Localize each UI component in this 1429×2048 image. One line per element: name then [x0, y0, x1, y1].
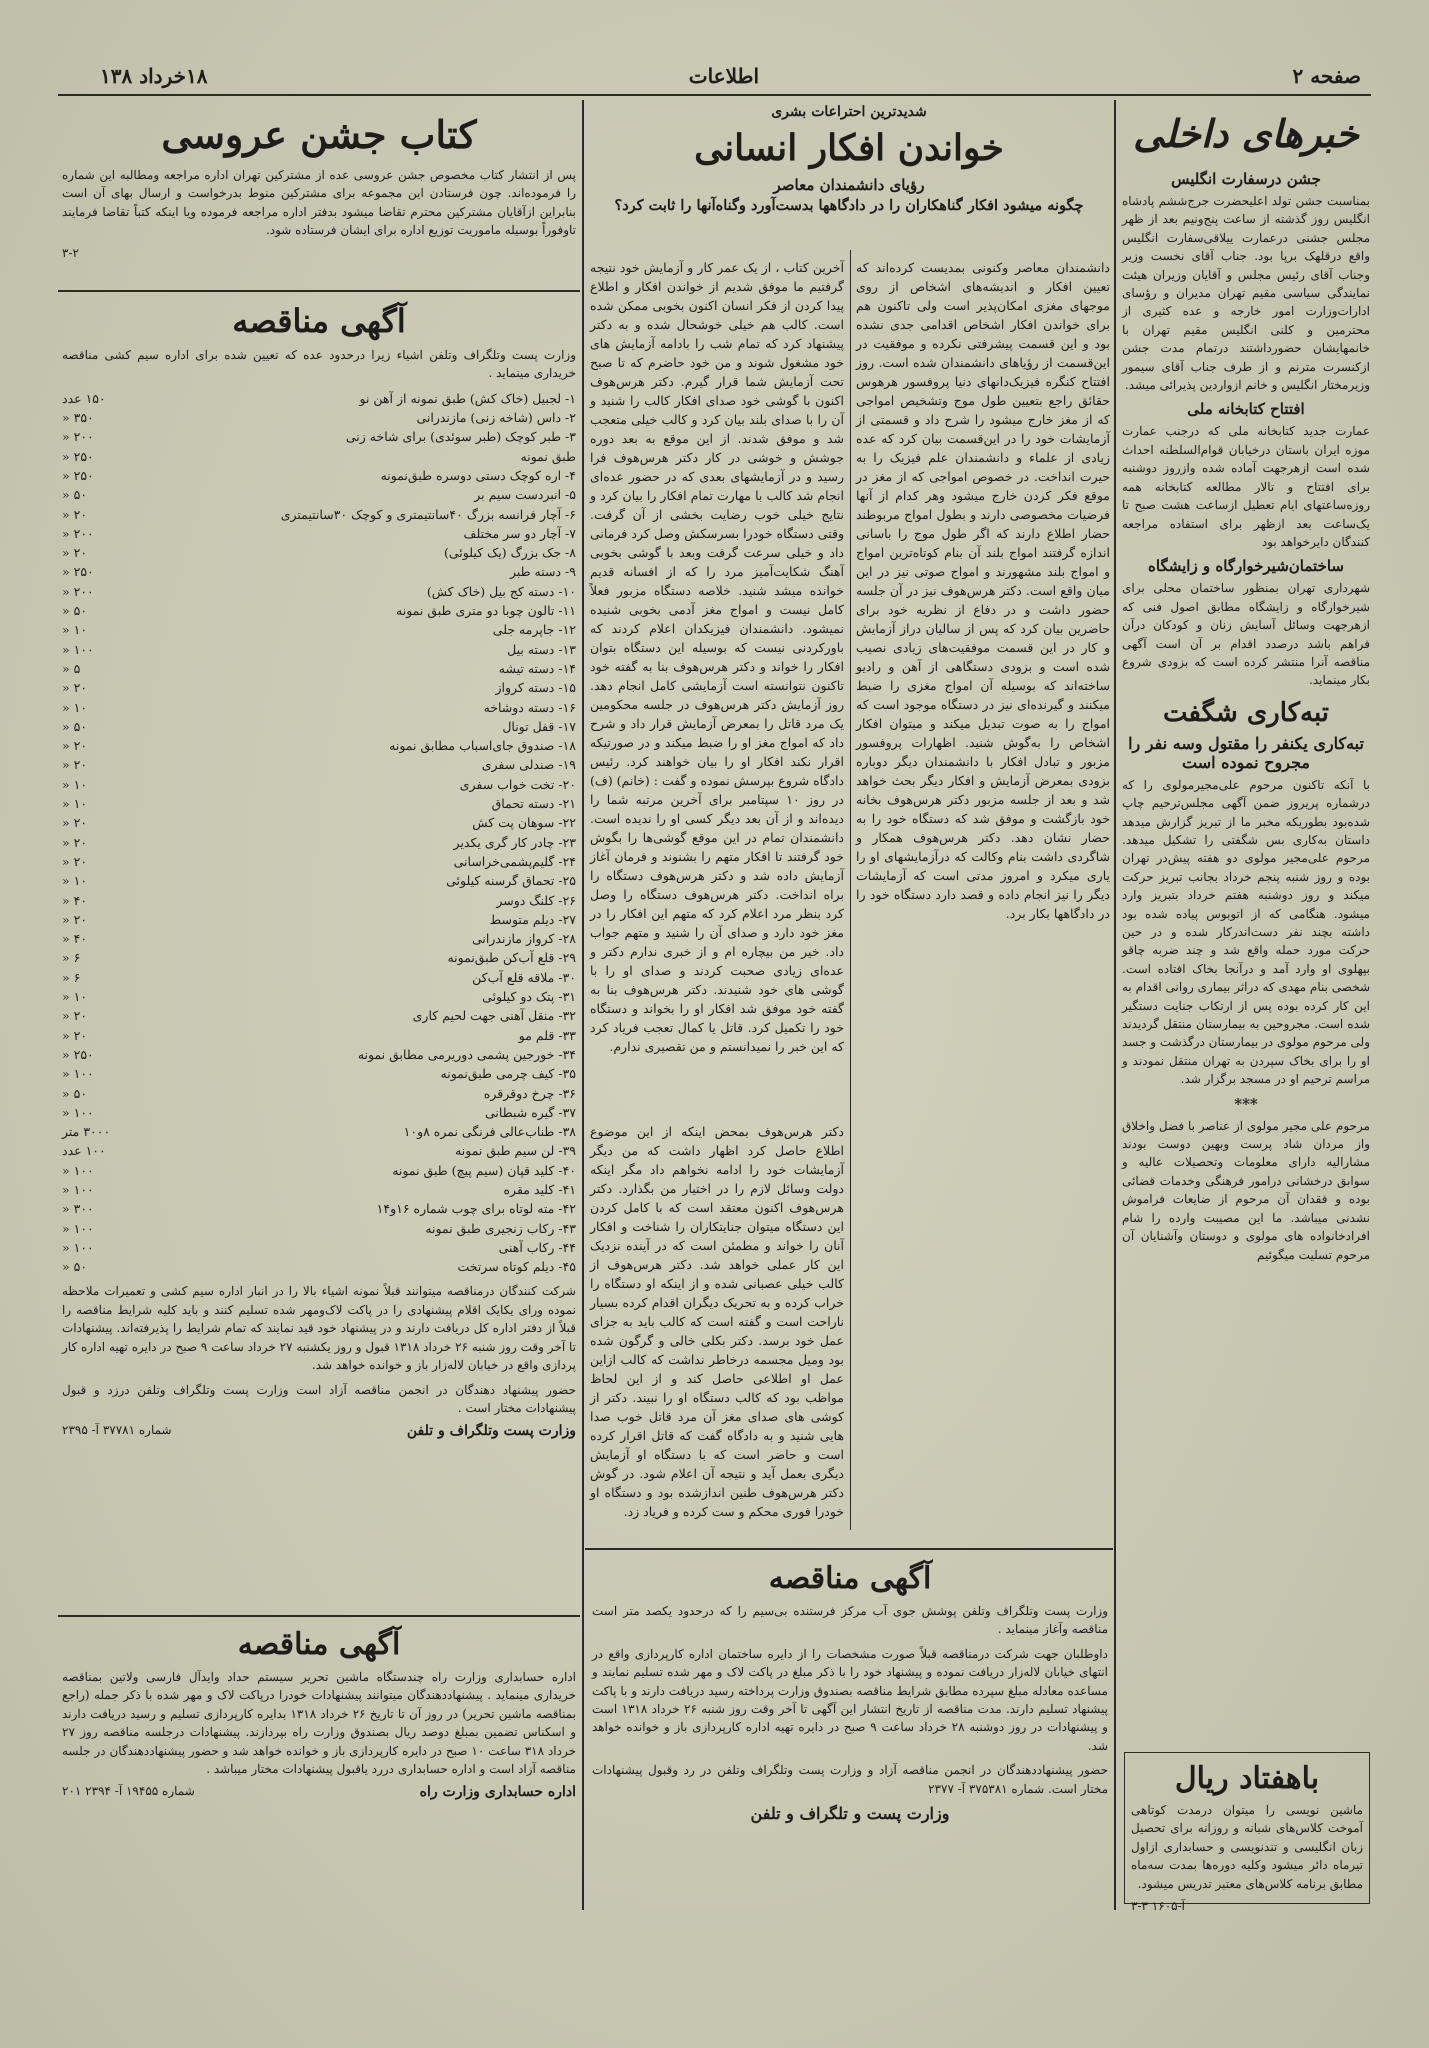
- tender-item-name: ۱۴- دسته تیشه: [498, 660, 576, 676]
- tender-title: آگهی مناقصه: [232, 302, 406, 340]
- article-column-2: [590, 258, 844, 1118]
- article-column-3: [590, 1122, 844, 1538]
- article-text: آخرین کتاب ، از یک عمر کار و آزمایش خود نتیجه گرفتیم ما موفق شدیم از خواندن افکار و اطلاع پیدا کردن از فکر انسان اکنون بخوبی ممکن شده است. کالب هم خیلی خوشحال شده و به دکتر پیشنهاد کرد که تمام شب را بادامه آزمایش های خود مشغول شوند و من خود حاضرم که تا صبح تحت آزمایش شما قرار گیرم. دکتر هرس‌هوف اکنون با گوشی خود صدای افکار کالب را شنید و آن را با صدای بلند بیان کرد و کالب خیلی متعجب شد و موفق شدند. از این موقع به بعد دوره جوشش و خوشی در کار دکتر هرس‌هوف فرا رسید و در آزمایشهای بعدی که در حضور عده‌ای انجام شد کالب با مهارت تمام افکار را بیان کرد و نتایج خیلی خوب رضایت بخشی از آن گرفت. وقتی دستگاه خودرا بسرسکش وصل کرد فرمانی داد و خیلی سرعت گرفت وبعد با گوشی بخوبی آهنگ شکایت‌آمیز مرد را که از افسانه قدیم خوانده میشد شنید. خلاصه دستگاه مزبور فعلاً کامل نیست و امواج مغز آدمی بخوبی شنیده نمیشود. دانشمندان فیزیکدان اعلام کردند که باورکردنی نیست که بوسیله این دستگاه بتوان افکار را خواند و دکتر هرس‌هوف بنا به گفته خود تاکنون نتوانسته است آزمایشی کامل انجام دهد. روز آزمایش دکتر هرس‌هوف در جلسه محکومین یک مرد قاتل را بمعرض آزمایش قرار داد و شرح داد که امواج مغز او را ضبط میکند و در صورتیکه اقرار نکند افکار او را بیان خواهند کرد. رئیس دادگاه شروع بپرسش نموده و گفت : (خانم) (ف) در روز ۱۰ سپتامبر برای آخرین مرتبه شما را دیده‌اند و از آن بعد دیگر کسی او را ندیده است. دانشمندان تمام در این موقع گوشی‌ها را بگوش خود گرفتند تا افکار متهم را بشنوند و فرمان آغاز آزمایش داده شد و دکتر هرس‌هوف دستگاه را براه انداخت. دکتر هرس‌هوف دستگاه را وصل کرد بنظر مرد اعلام کرد که متهم این افکار را در مغز خود دارد و صدای آن را شنید و متهم جواب داد. خیر من بیچاره ام و از خبری ندارم دکتر و عده‌ای زیادی صحبت کردند و صدای او را با گوشی های خود شنیدند. دکتر هرس‌هوف بنا به گفته خود موفق شد افکار او را بخواند و دستگاه خود را تکمیل کرد. قاتل یا کمال تعجب فریاد کرد که این خبر را نمیدانستم و من تقصیری ندارم.: [590, 260, 844, 1054]
- tender-item: [62, 948, 576, 967]
- tender-item: [62, 1180, 576, 1199]
- news-heading: ساختمان‌شیرخوارگاه و زایشگاه: [1148, 557, 1344, 576]
- tender-item: [62, 620, 576, 639]
- news-section-title: خبرهای داخلی: [1133, 111, 1359, 156]
- tender-item: [62, 929, 576, 948]
- tender-item-name: ۱۱- تالون چوبا دو متری طبق نمونه: [396, 603, 576, 619]
- tender-item-name: ۱۰- دسته کج بیل (خاک کش): [426, 583, 576, 599]
- tender-item-quantity: ۳۰۰ «: [62, 1201, 94, 1217]
- ad-text: ماشین نویسی را میتوان درمدت کوتاهی آموخت کلاس‌های شبانه و روزانه برای تحصیل زبان انگلیسی و تندنویسی و حسابداری ازاول تیرماه دائر میشود وکلیه دوره‌ها بمدت سه‌ماه مطابق برنامه کلاس‌های معتبر تدریس میشود.: [1131, 1803, 1363, 1891]
- article-column-1: [856, 258, 1110, 1538]
- tender-item: [62, 1122, 576, 1141]
- tender-item: [62, 1045, 576, 1064]
- tender-item-quantity: ۵ «: [62, 660, 81, 676]
- tender-item-name: ۵- انبردست سیم بر: [474, 487, 576, 503]
- news-paragraph: مرحوم علی مجیر مولوی از عناصر با فضل واخلاق واز مردان شاد پرست وبهین دوست بودند مشارالیه دارای معلومات وتحصیلات عالیه و سوابق درخشانی درامور فرهنگی وخدمات قضائی بوده و فقدان آن مرحوم از ضایعات فراموش نشدنی میباشد. ما این مصیبت وارده را شام افرادخانواده های مولوی و دوستان وآشنایان آن مرحوم تسلیت میگوئیم: [1122, 1118, 1370, 1262]
- tender-item-name: ۴۳- رکاب زنجیری طبق نمونه: [425, 1220, 576, 1236]
- tender-item: [62, 408, 576, 427]
- tender-item-name: ۱۷- قفل تونال: [502, 718, 576, 734]
- tender-text: شرکت کنندگان درمناقصه میتوانند قبلاً نمونه اشیاء بالا را در انبار اداره سیم کشی و تعمیرات ملاحظه نموده ورای یکایک اقلام پیشنهادی را در پاکت لاک‌ومهر شده تسلیم کنند و باید کلیه شرایط مناقصه را قبلاً از دفتر اداره کل دریافت دارند و در پیشنهاد خود قید نمایند که تمام شرایط را پذیرفته‌اند. پیشنهادات تا آخر وقت روز شنبه ۲۶ خرداد ۱۳۱۸ قبول و روز یکشنبه ۲۷ خرداد ساعت ۹ صبح در دایره تهیه اداره کار پردازی واقع در خیابان لاله‌زار باز و خوانده خواهد شد.: [62, 1284, 576, 1373]
- tender-item-name: ۱۹- صندلی سفری: [481, 757, 576, 773]
- tender-item-quantity: ۲۰۰ «: [62, 429, 94, 445]
- tender-item-name: ۳۹- لن سیم طبق نمونه: [455, 1143, 576, 1159]
- tender-item: [62, 1257, 576, 1276]
- tender-item: [62, 659, 576, 678]
- tender-item-quantity: ۱۰ «: [62, 796, 88, 812]
- tender-item-name: ۲۷- دیلم متوسط: [489, 911, 576, 927]
- tender-item-quantity: ۳۵۰ «: [62, 410, 94, 426]
- tender-item-name: ۲- داس (شاخه زنی) مازندرانی: [416, 410, 576, 426]
- news-section-title: تبه‌کاری شگفت: [1162, 697, 1330, 728]
- tender-item: [62, 717, 576, 736]
- tender-item: [62, 562, 576, 581]
- tender-item: [62, 1026, 576, 1045]
- tender-item-name: ۲۶- کلنگ دوسر: [496, 892, 576, 908]
- tender-item-name: ۲۹- قلع آب‌کن طبق‌نمونه: [447, 950, 576, 966]
- tender-item-name: ۳۰- ملاقه قلع آب‌کن: [472, 969, 576, 985]
- tender-item-quantity: ۲۰ «: [62, 1027, 88, 1043]
- news-paragraph: شهرداری تهران بمنظور ساختمان محلی برای شیرخوارگاه و زایشگاه مطابق اصول فنی که ازهرجهت وسائل آسایش زنان و کودکان درآن فراهم باشد درصدد اقدام بر آن است آگهی مناقصه آنرا منتشر کرده است که بزودی شروع بکار مینماید.: [1122, 581, 1370, 688]
- tender-item-quantity: ۳۰۰۰ متر: [62, 1124, 111, 1140]
- tender-text: داوطلبان جهت شرکت درمناقصه قبلاً صورت مشخصات را از دایره ساختمان اداره کارپردازی واقع در انتهای خیابان لاله‌زار دریافت نموده و پیشنهاد خود را با ذکر مبلغ در پاکت لاک و مهر شده تسلیم نمایند و مساعده معادله مبلغ سپرده مطابق شرایط مناقصه بصندوق وزارت پرداخته رسید دریافت دارند و با پاکت پیشنهاد تسلیم دارند. مدت مناقصه از تاریخ انتشار این آگهی تا آخر وقت روز شنبه ۲۶ خرداد ۱۳۱۸ است و پیشنهادات در روز دوشنبه ۲۸ خرداد ساعت ۹ صبح در دایره تهیه اداره کارپردازی باز و خوانده خواهد شد.: [592, 1646, 1108, 1753]
- article-kicker: شدیدترین احتراعات بشری: [771, 104, 927, 120]
- tender-item-name: ۱۵- دسته کرواز: [495, 680, 576, 696]
- tender-item: [62, 640, 576, 659]
- tender-intro: وزارت پست وتلگراف وتلفن اشیاء زیرا درحدود عده که تعیین شده برای اداره سیم کشی مناقصه خریداری مینماید .: [62, 348, 576, 381]
- article-title: خواندن افکار انسانی: [694, 127, 1004, 169]
- tender-item-name: ۱۸- صندوق جای‌اسباب مطابق نمونه: [389, 738, 576, 754]
- tender-item-name: ۳۲- منقل آهنی جهت لحیم کاری: [412, 1008, 576, 1024]
- tender-item: [62, 987, 576, 1006]
- tender-item-quantity: ۱۰۰ «: [62, 1239, 94, 1255]
- ad-code: آ-۱۶۰۵ ۳-۳: [1131, 1899, 1185, 1914]
- tender-item: [62, 447, 576, 466]
- tender-item-quantity: ۲۵۰ «: [62, 448, 94, 464]
- tender-item: [62, 543, 576, 562]
- page-header: [60, 64, 1369, 94]
- tender-item-quantity: ۱۰ «: [62, 622, 88, 638]
- tender-item-name: ۸- جک بزرگ (یک کیلوئی): [444, 545, 576, 561]
- news-heading: افتتاح کتابخانه ملی: [1187, 400, 1305, 419]
- tender-text: اداره حسابداری وزارت راه چندستگاه ماشین تحریر سیستم حداد وایدآل فارسی ولاتین بمناقصه خریداری مینماید . پیشنهاددهندگان میتوانند پیشنهادات خودرا درپاکت لاک و مهر شده با ذکر جمله (راجع بمناقصه ماشین تحریر) در روز آن تا تاریخ ۲۶ خرداد ۱۳۱۸ بدایره کارپردازی تسلیم و رسید دریافت دارند و اسکناس تضمین بمبلغ دوصد ریال بصندوق وزارت راه بپردازند. پیشنهادات درجلسه مناقصه روز ۲۷ خرداد ۳۱۸ ساعت ۱۰ صبح در دایره کارپردازی باز و خوانده خواهد شد و حضور پیشنهاددهندگان در جلسه مناقصه آزاد است و اداره حسابداری دررد یاقبول پیشنهادات مختار میباشد .: [62, 1670, 577, 1777]
- tender-item: [62, 466, 576, 485]
- tender-item: [62, 775, 576, 794]
- article-subtitle: رؤیای دانشمندان معاصر: [773, 176, 925, 194]
- tender-signature: وزارت پست و تلگراف و تلفن: [750, 1804, 950, 1824]
- tender-ad-radio: [592, 1556, 1108, 1916]
- tender-item-quantity: ۱۰ «: [62, 776, 88, 792]
- tender-item-list: [62, 389, 576, 1277]
- tender-item: [62, 755, 576, 774]
- tender-item: [62, 813, 576, 832]
- tender-item-quantity: ۲۰ «: [62, 738, 88, 754]
- tender-item-name: ۲۱- دسته تحماق: [491, 796, 576, 812]
- book-ad-text: پس از انتشار کتاب مخصوص جشن عروسی عده از مشترکین تهران اداره مراجعه ومطالبه این شماره را فرموده‌اند. چون فرستادن این مجموعه برای مشترکین منوط بدرخواست و ارسال بهای آن است بنابراین ازآقایان مشترکین محترم تقاضا میشود بدفتر اداره مراجعه فرموده ویا اینکه کتباً تقاضا فرمایند تاوفوراً بوسیله ماموریت توزیع اداره برای ایشان فرستاده شود.: [62, 168, 576, 238]
- tender-ad-equipment: [62, 296, 576, 1610]
- tender-item-quantity: ۱۰۰ «: [62, 1220, 94, 1236]
- tender-item-quantity: ۱۰۰ عدد: [62, 1143, 106, 1159]
- tender-item-quantity: ۲۰ «: [62, 680, 88, 696]
- tender-item-quantity: ۵۰ «: [62, 718, 88, 734]
- tender-item: [62, 852, 576, 871]
- tender-item-name: ۳۱- پتک دو کیلوئی: [482, 989, 576, 1005]
- tender-item-quantity: ۴۰ «: [62, 931, 88, 947]
- tender-item-quantity: ۲۰۰ «: [62, 583, 94, 599]
- tender-item-name: ۳۴- خورجین پشمی دوریرمی مطابق نمونه: [357, 1046, 576, 1062]
- tender-item: [62, 910, 576, 929]
- tender-item: [62, 1006, 576, 1025]
- tender-item-name: ۴۰- کلید قپان (سیم پیچ) طبق نمونه: [392, 1162, 576, 1178]
- tender-signature: وزارت پست وتلگراف و تلفن: [406, 1423, 576, 1440]
- tender-title: آگهی مناقصه: [237, 1627, 401, 1662]
- tender-item-quantity: ۱۰ «: [62, 873, 88, 889]
- tender-item: [62, 968, 576, 987]
- tender-item-name: ۴- اره کوچک دستی دوسره طبق‌نمونه: [380, 468, 576, 483]
- article-text: دانشمندان معاصر وکنونی بمدیست کرده‌اند که تعیین افکار و اندیشه‌های اشخاص از روی موجهای مغزی امکان‌پذیر است ولی تاکنون هم برای خواندن افکار اشخاص اقدامی جدی نشده بود و این قسمت پیشرفتی نکرده و موفقیت در این‌قسمت از رؤیاهای دانشمندان شده است. روز افتتاح کنگره فیزیک‌دانهای دنیا پروفسور هرهوس حقائق راجع بتعیین طول موج وتشخیص امواجی که از مغز خارج میشود را شرح داد و قسمتی از آزمایشات خود را در این‌قسمت بیان کرد که عده زیادی از علماء و دانشمندان علم فیزیک را به حیرت انداخت. در خصوص امواجی که از مغز در موقع فکر کردن خارج میشود وهر کدام از آنها فرضیات مخصوصی دارند و بطول امواج مربوطند حضار اطلاع دارند که اگر طول موج را باسانی اندازه گرفتند امواج بلند آن بنام کوتاه‌ترین امواج و امواج بلند مشهورند و امواج صوتی نیز در این میان واقع است. دکتر هرس‌هوف نیز در آن جلسه حضور داشت و در دفاع از نظریه خود برای حاضرین بیان کرد که پس از سالیان دراز آزمایش و کار در این قسمت موفقیت‌های زیادی نصیب شده است و بزودی دستگاهی از آهن و رادیو ساخته‌اند که بوسیله آن امواج مغزی را ضبط میکنند و گیرنده‌ای نیز در دستگاه موجود است که امواج را به صوت تبدیل میکند و میتوان افکار اشخاص را به‌گوش شنید. اظهارات پروفسور مزبور و تبادل افکار با دانشمندان دیگر دوباره بزودی بمعرض آزمایش و افکار دیگر بحث خواهد شد و بعد از جلسه مزبور دکتر هرس‌هوف بخانه خود بازگشت و موفق شد که دستگاه خود را به حضار نشان دهد. دکتر هرس‌هوف همکار و شاگردی داشت بنام وکالت که درآزمایشهای او را یاری میکرد و امروز مدتی است که آزمایشات دیگر را نیز انجام داده و قصد دارد دستگاه خود را در دادگاهها بکار برد.: [856, 260, 1110, 921]
- tender-item: [62, 601, 576, 620]
- tender-item-name: ۷- آچار دو سر مختلف: [463, 525, 576, 541]
- tender-item-quantity: ۵۰ «: [62, 603, 88, 619]
- article-text: دکتر هرس‌هوف بمحض اینکه از این موضوع اطلاع حاصل کرد اظهار داشت که من دیگر آزمایشات خود را ادامه نخواهم داد مگر اینکه دولت وسائل لازم را در اختیار من بگذارد. دکتر هرس‌هوف اکنون معتقد است که با کامل کردن این دستگاه میتوان جنایتکاران را شناخت و افکار آنان را خواند و مطمئن است که در آینده نزدیک این کار عملی خواهد شد. دکتر هرس‌هوف از کالب خیلی عصبانی شده و از اینکه او دستگاه را خراب کرده و به تحریک دیگران اقدام کرده بسیار ناراحت است و گفته است که کالب باید به جزای عمل خود برسد. دکتر بکلی خالی و گرگون شده بود ومیل مجسمه درخاطر نداشت که کالب ازاین عمل او اطلاعی حاصل کند و از این لحاظ مواظب بود که کالب دستگاه او را نبیند. دکتر از کوشی های صدای مغز آن مرد قاتل خوب صدا هایی شنید و به دادگاه گفت که قاتل اقرار کرده است و حاضر است که با دستگاه او آزمایش دیگری بعمل آید و نتیجه آن اعلام شود. در گوش دکتر هرس‌هوف طنین اندازشده بود و دستگاه او خودرا فوری محکم و ست کرده و فریاد زد.: [590, 1124, 844, 1519]
- book-ad: [62, 104, 576, 286]
- tender-item-name: ۴۵- دیلم کوتاه سرتخت: [457, 1259, 576, 1275]
- tender-intro: وزارت پست وتلگراف وتلفن پوشش جوی آب مرکز فرستنده بی‌سیم را که درحدود یکصد متر است مناقصه وآغاز مینماید .: [592, 1604, 1108, 1637]
- tender-item-quantity: ۲۰ «: [62, 815, 88, 831]
- tender-item: [62, 794, 576, 813]
- tender-item-name: ۴۴- رکاب آهنی: [498, 1239, 576, 1255]
- tender-item: [62, 427, 576, 446]
- tender-title: آگهی مناقصه: [768, 1561, 932, 1596]
- tender-item: [62, 1103, 576, 1122]
- book-ad-title: کتاب جشن عروسی: [161, 112, 477, 157]
- tender-item-quantity: ۱۰ «: [62, 699, 88, 715]
- tender-item-name: ۱۳- دسته بیل: [507, 641, 576, 657]
- article-subtitle: چگونه میشود افکار گناهکاران را در دادگاهها بدست‌آورد وگناه‌آنها را ثابت کرد؟: [614, 197, 1084, 214]
- tender-item-quantity: ۱۰۰ «: [62, 1104, 94, 1120]
- tender-item-quantity: ۲۰ «: [62, 545, 88, 561]
- page-number: صفحه ۲: [1292, 64, 1361, 88]
- tender-ad-typewriter: [62, 1622, 576, 1912]
- tender-item-name: ۳۶- چرخ دوقرقره: [483, 1085, 576, 1101]
- tender-item-name: ۲۴- گلیم‌پشمی‌خراسانی: [453, 853, 576, 869]
- tender-number: شماره ۱۹۴۵۵ آ- ۲۳۹۴ ۲۰۱: [62, 1784, 195, 1799]
- tender-item-name: ۳۳- قلم مو: [518, 1027, 576, 1043]
- tender-signature-row: [62, 1423, 576, 1439]
- tender-item-name: ۴۱- کلید مقره: [503, 1181, 576, 1197]
- tender-item-quantity: ۲۰ «: [62, 506, 88, 522]
- newspaper-name: اطلاعات: [688, 64, 759, 88]
- tender-number: شماره ۳۷۷۸۱ آ- ۲۳۹۵: [62, 1423, 172, 1438]
- news-heading: ***: [1234, 1094, 1258, 1113]
- tender-item-quantity: ۲۰ «: [62, 757, 88, 773]
- tender-item-name: ۱- لجبیل (خاک کش) طبق نمونه از آهن‌ نو: [359, 390, 576, 406]
- news-heading: جشن درسفارت انگلیس: [1171, 170, 1321, 188]
- tender-item-quantity: ۱۰۰ «: [62, 641, 94, 657]
- tender-item-quantity: ۲۵۰ «: [62, 1046, 94, 1062]
- tender-item: [62, 698, 576, 717]
- header-rule: [58, 94, 1371, 96]
- tender-item-name: ۶- آچار فرانسه بزرگ ۴۰سانتیمتری و کوچک ۳۰سانتیمتری: [280, 506, 576, 522]
- tender-item-quantity: ۱۵۰ عدد: [62, 390, 106, 406]
- tender-item-quantity: ۵۰ «: [62, 1085, 88, 1101]
- domestic-news-column: [1122, 104, 1370, 1744]
- tender-item: [62, 1084, 576, 1103]
- tender-signature-row: [62, 1784, 576, 1800]
- tender-item-quantity: ۵۰ «: [62, 487, 88, 503]
- tender-item-quantity: ۲۰ «: [62, 911, 88, 927]
- tender-item-quantity: ۶ «: [62, 950, 81, 966]
- tender-item: [62, 1199, 576, 1218]
- column-rule: [850, 250, 851, 1530]
- tender-item-name: ۲۳- چادر کار گری یکدیر: [453, 834, 576, 850]
- tender-item: [62, 485, 576, 504]
- tender-item: [62, 1141, 576, 1160]
- tender-item-name: ۳۵- کیف چرمی طبق‌نمونه: [440, 1066, 576, 1082]
- tender-item-quantity: ۲۵۰ «: [62, 468, 94, 483]
- tender-item-name: ۲۰- تخت خواب سفری: [459, 776, 576, 792]
- tender-item-quantity: ۱۰۰ «: [62, 1066, 94, 1082]
- article-header: [590, 104, 1108, 254]
- tender-item-name: ۴۲- مته لوتاه برای چوب شماره ۱۶و۱۴: [376, 1201, 576, 1217]
- tender-item-quantity: ۶ «: [62, 969, 81, 985]
- section-rule: [58, 1615, 580, 1617]
- news-paragraph: عمارت جدید کتابخانه ملی که درجنب عمارت موزه ایران باستان درخیابان قوام‌السلطنه احداث شده است ازهرجهت آماده شده وازروز دوشنبه برای افتتاح و تالار مطالعه کتابخانه همه روزه‌ساعتهای ایام تعطیل ازساعت هشت صبح تا یک‌ساعت بعد ازظهر برای استفاده مراجعه کنندگان دایرخواهد بود: [1122, 424, 1370, 549]
- column-rule: [1114, 100, 1116, 1910]
- tender-item: [62, 678, 576, 697]
- tender-item-quantity: ۵۰ «: [62, 1259, 88, 1275]
- tender-item-quantity: ۲۰ «: [62, 1008, 88, 1024]
- tender-item: [62, 736, 576, 755]
- ad-title: باهفتاد ریال: [1174, 1761, 1320, 1796]
- tender-item: [62, 1064, 576, 1083]
- tender-signature: اداره حسابداری وزارت راه: [419, 1784, 576, 1801]
- tender-item-name: ۲۵- تحماق گرسنه کیلوئی: [446, 873, 576, 889]
- tender-item: [62, 1219, 576, 1238]
- tender-item-quantity: ۲۰ «: [62, 853, 88, 869]
- tender-item-name: طبق نمونه: [520, 448, 576, 464]
- ad-box: [1124, 1752, 1370, 1914]
- tender-item-quantity: ۲۵۰ «: [62, 564, 94, 580]
- tender-item-name: ۲۲- سوهان پت کش: [472, 815, 576, 831]
- tender-item: [62, 505, 576, 524]
- ad-content: [1131, 1757, 1363, 1914]
- tender-item-name: ۱۲- جاپرمه جلی: [492, 622, 576, 638]
- tender-footer: حضور پیشنهاددهندگان در انجمن مناقصه آزاد و وزارت پست وتلگراف وتلفن در رد وقبول پیشنهادات مختار است. شماره ۳۷۵۳۸۱ آ- ۲۳۷۷: [592, 1763, 1108, 1796]
- news-paragraph: با آنکه تاکنون مرحوم علی‌مجیرمولوی را که درشماره پریروز ضمن آگهی مجلس‌ترحیم چاپ شده‌بود بطوریکه مخبر ما از تبریز گزارش میدهد داستان به‌کاری بس شگفتی را تشکیل میدهد. مرحوم علی‌مجیر مولوی دو هفته پیش‌در تهران بوده و روز شنبه پنجم خرداد بجانب تبریز حرکت میکند و روز دوشنبه هفتم خرداد بتبریز وارد میشود. هنگامی که از اتوبوس پیاده شده بود داشته بچند نفر دست‌اندرکار شده و در حین حرکت مورد حمله واقع شد و چند ضربه چاقو بپهلوی او وارد آمد و درآنجا بخاک افتاده است. شخصی بنام مهدی که دراثر بیماری روانی اقدام به این کار کرده بوده پس از ارتکاب جنایت دستگیر شده است. مجروحین به بیمارستان منتقل گردیدند ولی مرحوم مولوی در بیمارستان درگذشت و جسد او را برای بخاک سپردن به تهران منتقل نمودند و مراسم ترحیم او در مسجد برگزار شد.: [1122, 777, 1370, 1087]
- tender-item-quantity: ۱۰۰ «: [62, 1162, 94, 1178]
- section-rule: [585, 1548, 1113, 1550]
- tender-item-name: ۳۸- طناب‌عالی فرنگی نمره ۸و۱۰: [403, 1124, 576, 1140]
- tender-item: [62, 833, 576, 852]
- tender-item-quantity: ۲۰ «: [62, 834, 88, 850]
- issue-date: ۱۸خرداد ۱۳۸: [100, 64, 208, 88]
- tender-item-name: ۹- دسته طبر: [509, 564, 576, 580]
- tender-item-quantity: ۱۰ «: [62, 989, 88, 1005]
- tender-item: [62, 389, 576, 408]
- tender-item-quantity: ۴۰ «: [62, 892, 88, 908]
- tender-item: [62, 1238, 576, 1257]
- tender-item: [62, 1161, 576, 1180]
- tender-item: [62, 871, 576, 890]
- tender-item-name: ۳۷- گیره شبطانی: [485, 1104, 576, 1120]
- news-heading: تبه‌کاری یکنفر را مقتول وسه نفر را مجروح نموده است: [1128, 733, 1364, 772]
- tender-item-name: ۳- طبر کوچک (طبر سوئدی) برای شاخه زنی: [345, 429, 576, 445]
- section-rule: [58, 290, 580, 292]
- tender-item-name: ۲۸- کرواز مازندرانی: [472, 931, 576, 947]
- tender-footer: حضور پیشنهاد دهندگان در انجمن مناقصه آزاد است وزارت پست وتلگراف وتلفن درزد و قبول پیشنهادات مختار است .: [62, 1382, 576, 1415]
- tender-item-quantity: ۱۰۰ «: [62, 1181, 94, 1197]
- column-rule: [582, 100, 584, 1910]
- tender-item: [62, 582, 576, 601]
- book-ad-code: ۳-۲: [62, 245, 79, 260]
- tender-item-name: ۱۶- دسته دوشاخه: [483, 699, 576, 715]
- news-paragraph: بمناسبت جشن تولد اعلیحضرت جرج‌ششم پادشاه انگلیس روز گذشته از ساعت پنج‌ونیم بعد از ظهر مجلس جشنی درعمارت ییلاقی‌سفارت انگلیس واقع درقلهک برپا بود. جناب آقای نخست وزیر وجناب آقای رئیس مجلس و آقایان وزیران هیئت نمایندگی سیاسی مقیم تهران مدیران و رؤسای ادارات‌وزارت امور خارجه و عده کثیری از محترمین و کلنی انگلیس مقیم تهران با خانمهایشان حضورداشتند درتمام مدت جشن ازکنسرت مترنم و از طرف جناب آقای سیمور وزیرمختار انگلیس و خانم ازواردین پذیرائی میشد.: [1122, 194, 1370, 393]
- tender-item: [62, 524, 576, 543]
- tender-item: [62, 891, 576, 910]
- tender-item-quantity: ۲۰۰ «: [62, 525, 94, 541]
